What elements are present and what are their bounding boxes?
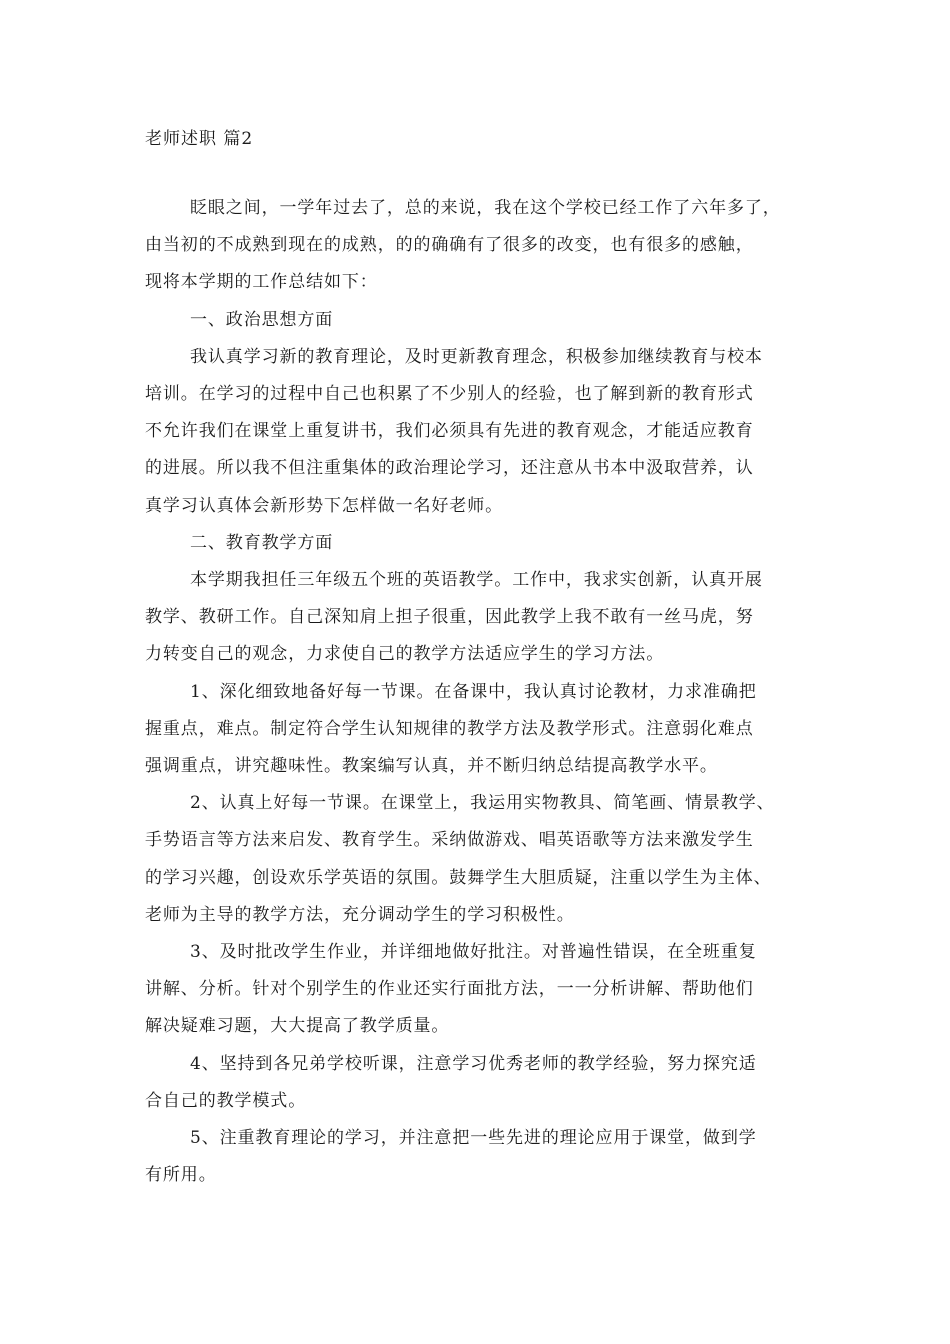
list-item-4: 4、坚持到各兄弟学校听课，注意学习优秀老师的教学经验，努力探究适 合自己的教学模式。 xyxy=(145,1053,757,1111)
document-title: 老师述职 篇2 xyxy=(145,129,254,149)
list-item-1: 1、深化细致地备好每一节课。在备课中，我认真讨论教材，力求准确把 握重点，难点。制定符合学生认知规律的教学方法及教学形式。注意弱化难点 强调重点，讲究趣味性。教案编写认真，并不断归纳总结提高教学水平。 xyxy=(145,681,757,777)
paragraph-political: 我认真学习新的教育理论，及时更新教育理念，积极参加继续教育与校本 培训。在学习的过程中自己也积累了不少别人的经验，也了解到新的教育形式 不允许我们在课堂上重复讲书，我们必须具有先进的教育观念，才能适应教育 的进展。所以我不但注重集体的政治理论学习，还注意从书本中汲取营养，认 真学习认真体会新形势下怎样做一名好老师。 xyxy=(145,346,763,516)
list-item-2: 2、认真上好每一节课。在课堂上，我运用实物教具、简笔画、情景教学、 手势语言等方法来启发、教育学生。采纳做游戏、唱英语歌等方法来激发学生 的学习兴趣，创设欢乐学英语的氛围。鼓舞学生大胆质疑，注重以学生为主体、 老师为主导的教学方法，充分调动学生的学习积极性。 xyxy=(145,793,775,925)
paragraph-intro: 眨眼之间，一学年过去了，总的来说，我在这个学校已经工作了六年多了， 由当初的不成熟到现在的成熟，的的确确有了很多的改变，也有很多的感触， 现将本学期的工作总结如下： xyxy=(145,198,781,293)
section-heading-political: 一、政治思想方面 xyxy=(190,309,334,330)
document-body xyxy=(145,190,825,1194)
list-item-3: 3、及时批改学生作业，并详细地做好批注。对普遍性错误，在全班重复 讲解、分析。针对个别学生的作业还实行面批方法，一一分析讲解、帮助他们 解决疑难习题，大大提高了教学质量。 xyxy=(145,942,757,1037)
section-heading-teaching: 二、教育教学方面 xyxy=(190,532,334,553)
list-item-5: 5、注重教育理论的学习，并注意把一些先进的理论应用于课堂，做到学 有所用。 xyxy=(145,1128,757,1186)
paragraph-teaching-overview: 本学期我担任三年级五个班的英语教学。工作中，我求实创新，认真开展 教学、教研工作。自己深知肩上担子很重，因此教学上我不敢有一丝马虎，努 力转变自己的观念，力求使自己的教学方法适应学生的学习方法。 xyxy=(145,570,763,665)
